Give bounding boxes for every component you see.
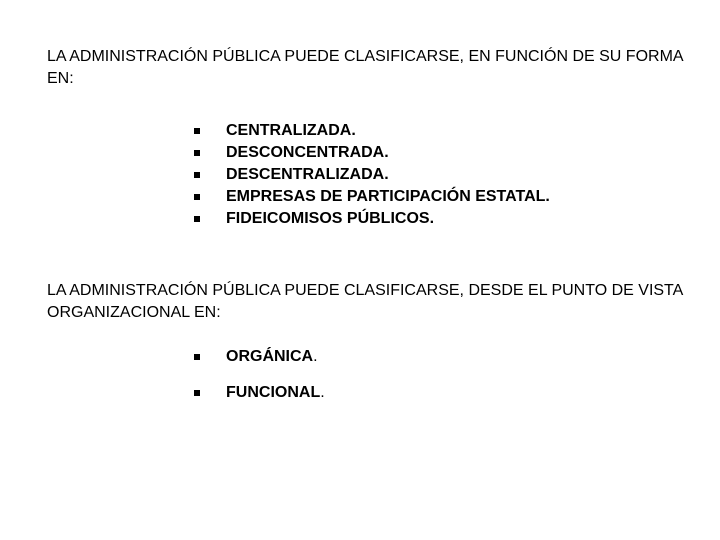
- list-item-text: [226, 346, 318, 368]
- square-bullet-icon: [194, 128, 200, 134]
- list-item-suffix: .: [313, 348, 318, 365]
- list-item-suffix: .: [320, 384, 325, 401]
- list-item-label: ORGÁNICA: [226, 348, 314, 365]
- list-item-label: FUNCIONAL: [226, 384, 321, 401]
- paragraph-organizational-classification: LA ADMINISTRACIÓN PÚBLICA PUEDE CLASIFICARSE, DESDE EL PUNTO DE VISTA ORGANIZACIONAL EN:: [47, 282, 683, 321]
- square-bullet-icon: [194, 390, 200, 396]
- square-bullet-icon: [194, 150, 200, 156]
- list-item-text: CENTRALIZADA.: [226, 122, 356, 139]
- paragraph-form-classification: LA ADMINISTRACIÓN PÚBLICA PUEDE CLASIFICARSE, EN FUNCIÓN DE SU FORMA EN:: [47, 48, 683, 87]
- square-bullet-icon: [194, 354, 200, 360]
- list-item-text: EMPRESAS DE PARTICIPACIÓN ESTATAL.: [226, 188, 550, 205]
- list-item-text: DESCONCENTRADA.: [226, 144, 389, 161]
- list-item-text: DESCENTRALIZADA.: [226, 166, 389, 183]
- square-bullet-icon: [194, 194, 200, 200]
- list-item-text: [226, 382, 325, 404]
- square-bullet-icon: [194, 172, 200, 178]
- list-item-text: FIDEICOMISOS PÚBLICOS.: [226, 210, 435, 227]
- square-bullet-icon: [194, 216, 200, 222]
